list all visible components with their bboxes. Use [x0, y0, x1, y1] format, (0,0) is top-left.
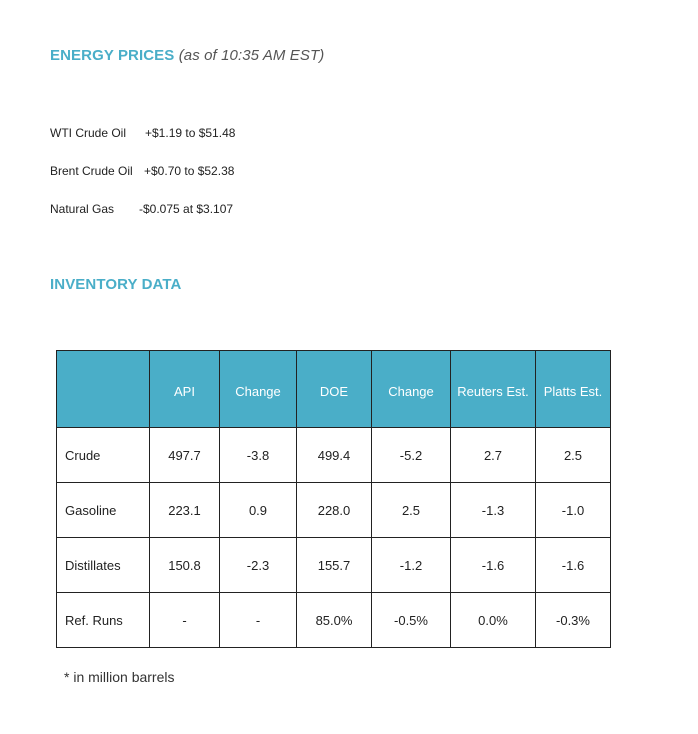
header-cell: DOE — [297, 351, 372, 428]
row-label: Ref. Runs — [57, 593, 150, 648]
table-cell: 223.1 — [150, 483, 220, 538]
as-of-time: (as of 10:35 AM EST) — [178, 47, 325, 64]
price-change: +$0.70 to $52.38 — [144, 164, 235, 178]
header-cell: Change — [372, 351, 451, 428]
table-cell: -1.6 — [451, 538, 536, 593]
price-change: +$1.19 to $51.48 — [145, 126, 236, 140]
table-cell: -5.2 — [372, 428, 451, 483]
header-cell — [57, 351, 150, 428]
inventory-data-heading: INVENTORY DATA — [50, 276, 182, 293]
price-change: -$0.075 at $3.107 — [139, 202, 234, 216]
inventory-table — [56, 350, 611, 648]
table-cell: - — [220, 593, 297, 648]
table-cell: 499.4 — [297, 428, 372, 483]
table-cell: 0.9 — [220, 483, 297, 538]
commodity-name: Natural Gas — [50, 202, 115, 216]
row-label: Distillates — [57, 538, 150, 593]
commodity-name: Brent Crude Oil — [50, 164, 133, 178]
table-cell: 150.8 — [150, 538, 220, 593]
table-cell: 2.7 — [451, 428, 536, 483]
row-label: Gasoline — [57, 483, 150, 538]
table-cell: 497.7 — [150, 428, 220, 483]
table-row — [57, 428, 611, 483]
price-row — [50, 202, 233, 216]
table-cell: -1.3 — [451, 483, 536, 538]
price-row — [50, 164, 234, 178]
table-cell: 155.7 — [297, 538, 372, 593]
footnote: * in million barrels — [64, 669, 175, 685]
table-row — [57, 593, 611, 648]
table-cell: -3.8 — [220, 428, 297, 483]
table-cell: -1.6 — [536, 538, 611, 593]
table-cell: -1.0 — [536, 483, 611, 538]
energy-prices-heading — [50, 47, 324, 64]
energy-prices-title: ENERGY PRICES — [50, 47, 175, 64]
table-cell: 228.0 — [297, 483, 372, 538]
price-row — [50, 126, 235, 140]
table-cell: -1.2 — [372, 538, 451, 593]
table-row — [57, 483, 611, 538]
commodity-name: WTI Crude Oil — [50, 126, 127, 140]
header-cell: API — [150, 351, 220, 428]
table-cell: 2.5 — [536, 428, 611, 483]
table-cell: -2.3 — [220, 538, 297, 593]
row-label: Crude — [57, 428, 150, 483]
header-cell: Platts Est. — [536, 351, 611, 428]
table-header-row — [57, 351, 611, 428]
table-cell: - — [150, 593, 220, 648]
table-row — [57, 538, 611, 593]
table-cell: -0.3% — [536, 593, 611, 648]
table-cell: 85.0% — [297, 593, 372, 648]
header-cell: Reuters Est. — [451, 351, 536, 428]
table-cell: 2.5 — [372, 483, 451, 538]
header-cell: Change — [220, 351, 297, 428]
table-cell: 0.0% — [451, 593, 536, 648]
table-cell: -0.5% — [372, 593, 451, 648]
